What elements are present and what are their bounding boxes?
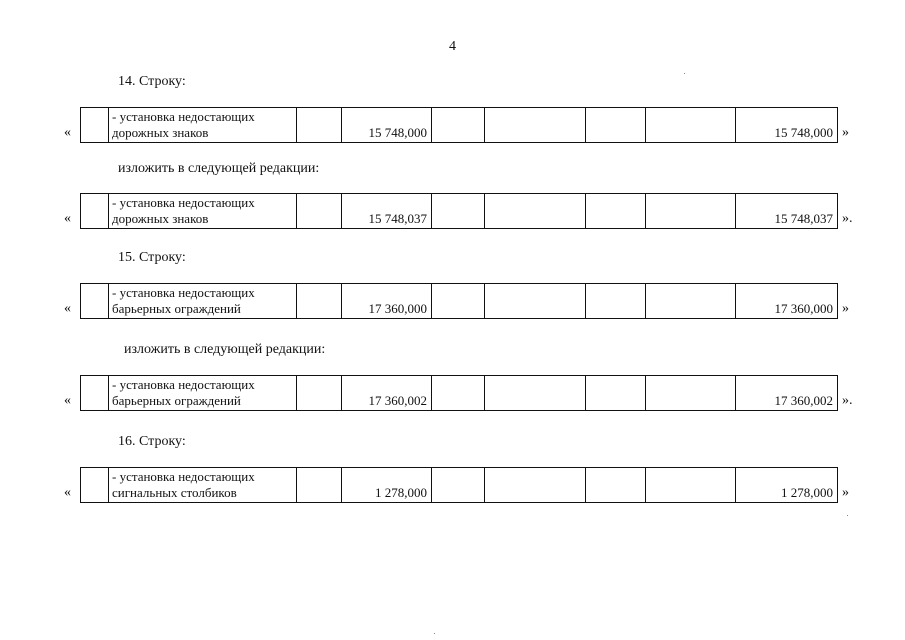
close-quote: »	[842, 301, 849, 316]
table-cell-empty	[432, 108, 485, 143]
open-quote: «	[64, 211, 71, 226]
item-name-line2: сигнальных столбиков	[112, 485, 237, 500]
table-cell-empty	[297, 468, 342, 503]
table-cell-name	[109, 376, 297, 411]
table-cell-amount: 17 360,000	[342, 284, 432, 319]
open-quote: «	[64, 393, 71, 408]
table-cell-empty	[485, 468, 586, 503]
item-name-line2: барьерных ограждений	[112, 393, 241, 408]
table-cell-name	[109, 108, 297, 143]
table-cell-name	[109, 194, 297, 229]
table-cell-empty	[646, 376, 736, 411]
close-quote: »	[842, 125, 849, 140]
item-name-line2: барьерных ограждений	[112, 301, 241, 316]
table-cell-empty	[297, 284, 342, 319]
table-cell-empty	[646, 108, 736, 143]
table-row	[64, 375, 864, 411]
scan-speck	[684, 73, 685, 74]
item-name-line1: - установка недостающих	[112, 195, 255, 210]
table-cell-empty	[485, 194, 586, 229]
table-cell-name	[109, 284, 297, 319]
table-cell-empty	[485, 108, 586, 143]
table-cell-empty	[81, 376, 109, 411]
table-cell-empty	[646, 194, 736, 229]
table-cell-empty	[646, 284, 736, 319]
table-cell-total: 17 360,002	[736, 376, 838, 411]
open-quote: «	[64, 125, 71, 140]
table-cell-empty	[586, 376, 646, 411]
table-cell-empty	[586, 468, 646, 503]
item-name-line1: - установка недостающих	[112, 109, 255, 124]
table-cell-empty	[485, 376, 586, 411]
table-cell-empty	[586, 284, 646, 319]
budget-table	[80, 193, 838, 229]
paragraph-heading: 14. Строку:	[118, 74, 186, 89]
table-cell-empty	[297, 194, 342, 229]
open-quote: «	[64, 485, 71, 500]
paragraph-heading: 16. Строку:	[118, 434, 186, 449]
budget-table	[80, 375, 838, 411]
table-cell-total: 15 748,037	[736, 194, 838, 229]
item-name-line1: - установка недостающих	[112, 285, 255, 300]
table-cell-empty	[432, 468, 485, 503]
table-cell-name	[109, 468, 297, 503]
open-quote: «	[64, 301, 71, 316]
table-cell-empty	[586, 194, 646, 229]
page-number: 4	[449, 39, 456, 54]
item-name-line1: - установка недостающих	[112, 377, 255, 392]
budget-table	[80, 107, 838, 143]
item-name-line1: - установка недостающих	[112, 469, 255, 484]
close-quote: »	[842, 485, 849, 500]
paragraph-instruction: изложить в следующей редакции:	[118, 161, 320, 176]
table-cell-empty	[432, 284, 485, 319]
table-cell-empty	[586, 108, 646, 143]
close-quote: ».	[842, 211, 853, 226]
table-cell-amount: 1 278,000	[342, 468, 432, 503]
table-cell-empty	[81, 108, 109, 143]
table-cell-total: 15 748,000	[736, 108, 838, 143]
item-name-line2: дорожных знаков	[112, 125, 209, 140]
close-quote: ».	[842, 393, 853, 408]
table-cell-empty	[646, 468, 736, 503]
table-cell-empty	[81, 194, 109, 229]
table-cell-empty	[297, 376, 342, 411]
table-row	[64, 107, 864, 143]
budget-table	[80, 283, 838, 319]
table-cell-total: 17 360,000	[736, 284, 838, 319]
table-cell-empty	[81, 468, 109, 503]
table-cell-amount: 15 748,000	[342, 108, 432, 143]
table-row	[64, 193, 864, 229]
table-cell-amount: 17 360,002	[342, 376, 432, 411]
table-cell-total: 1 278,000	[736, 468, 838, 503]
paragraph-instruction: изложить в следующей редакции:	[124, 342, 326, 357]
table-cell-empty	[81, 284, 109, 319]
budget-table	[80, 467, 838, 503]
table-cell-empty	[485, 284, 586, 319]
paragraph-heading: 15. Строку:	[118, 250, 186, 265]
scan-speck	[434, 633, 435, 634]
item-name-line2: дорожных знаков	[112, 211, 209, 226]
scan-speck	[847, 515, 848, 516]
table-cell-amount: 15 748,037	[342, 194, 432, 229]
table-cell-empty	[432, 376, 485, 411]
table-cell-empty	[432, 194, 485, 229]
table-row	[64, 283, 864, 319]
table-cell-empty	[297, 108, 342, 143]
table-row	[64, 467, 864, 503]
